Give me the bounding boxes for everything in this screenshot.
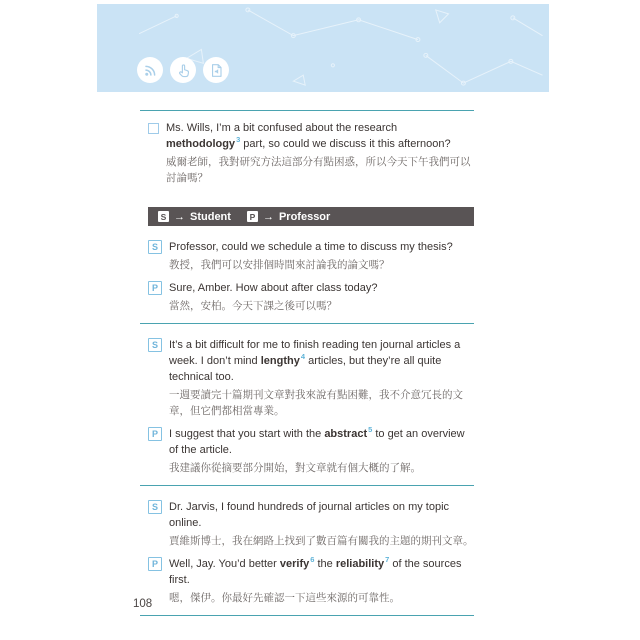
english-sentence: Well, Jay. You’d better verify$^6$ the reliability$^7$ of the sources first. [169,555,462,586]
speaker-marker-p: P [148,557,162,571]
chinese-translation: 當然，安柏。今天下課之後可以嗎？ [169,300,337,312]
intro-sentence-item [140,120,474,186]
vocab-number: 4 [300,352,306,362]
english-sentence: I suggest that you start with the abstract$^5$ to get an overview of the article. [169,425,465,456]
audio-document-icon [203,57,229,83]
content-column [140,104,474,616]
section-divider [140,323,474,324]
page-number: 108 [133,598,153,610]
header-band [97,4,549,92]
legend-arrow-icon: → [262,210,274,223]
chinese-translation: 威爾老師，我對研究方法這部分有點困惑，所以今天下午我們可以討論嗎？ [166,156,471,184]
dialogue-sections [140,239,474,616]
signal-waves-icon [137,57,163,83]
chinese-translation: 教授，我們可以安排個時間來討論我的論文嗎？ [169,259,390,271]
speaker-marker-p: P [148,281,162,295]
section-divider [140,485,474,486]
vocab-word: reliability [335,558,385,570]
section-divider [140,615,474,616]
chinese-translation: 嗯，傑伊。你最好先確認一下這些來源的可靠性。 [169,592,400,604]
vocab-word: lengthy [260,355,300,367]
english-sentence: Dr. Jarvis, I found hundreds of journal articles on my topic online. [169,501,450,529]
legend-symbol-professor: P [247,211,258,222]
english-sentence: Ms. Wills, I’m a bit confused about the research methodology$^3$ part, so could we discuss it this afternoon? [166,122,451,150]
speaker-marker-p: P [148,427,162,441]
dialogue-item [140,556,474,606]
vocab-word: methodology [166,138,236,150]
speaker-marker-s: S [148,500,162,514]
english-sentence: Sure, Amber. How about after class today? [169,282,378,294]
speaker-marker-s: S [148,338,162,352]
vocab-number: 6 [310,555,315,565]
header-icon-row [137,57,229,83]
vocab-number: 7 [385,555,390,565]
legend-item-student [158,211,231,223]
speaker-legend-bar [148,207,474,226]
dialogue-item [140,337,474,419]
english-sentence: It’s a bit difficult for me to finish reading ten journal articles a week. I don’t mind lengthy$^4$ articles, but they’re all quite technical too. [169,339,461,383]
hand-pointer-icon [170,57,196,83]
speaker-marker-s: S [148,240,162,254]
legend-arrow-icon: → [174,210,185,223]
chinese-translation: 我建議你從摘要部分開始，對文章就有個大概的了解。 [169,462,421,474]
vocab-word: abstract [324,428,368,440]
legend-label-student: Student [190,210,231,223]
english-sentence: Professor, could we schedule a time to discuss my thesis? [169,241,453,253]
chinese-translation: 一週要讀完十篇期刊文章對我來說有點困難，我不介意冗長的文章，但它們都相當專業。 [169,389,463,417]
dialogue-item [140,426,474,476]
section-divider [140,110,474,111]
vocab-number: 3 [236,135,241,145]
dialogue-item [140,499,474,549]
chinese-translation: 賈維斯博士，我在網路上找到了數百篇有關我的主題的期刊文章。 [169,535,474,547]
vocab-number: 5 [368,425,373,435]
dialogue-item [140,239,474,273]
legend-label-professor: Professor [278,210,331,223]
vocab-word: verify [279,558,310,570]
checkbox-square-icon [148,123,159,134]
dialogue-item [140,280,474,314]
legend-item-professor [247,211,330,223]
legend-symbol-student: S [158,211,169,222]
